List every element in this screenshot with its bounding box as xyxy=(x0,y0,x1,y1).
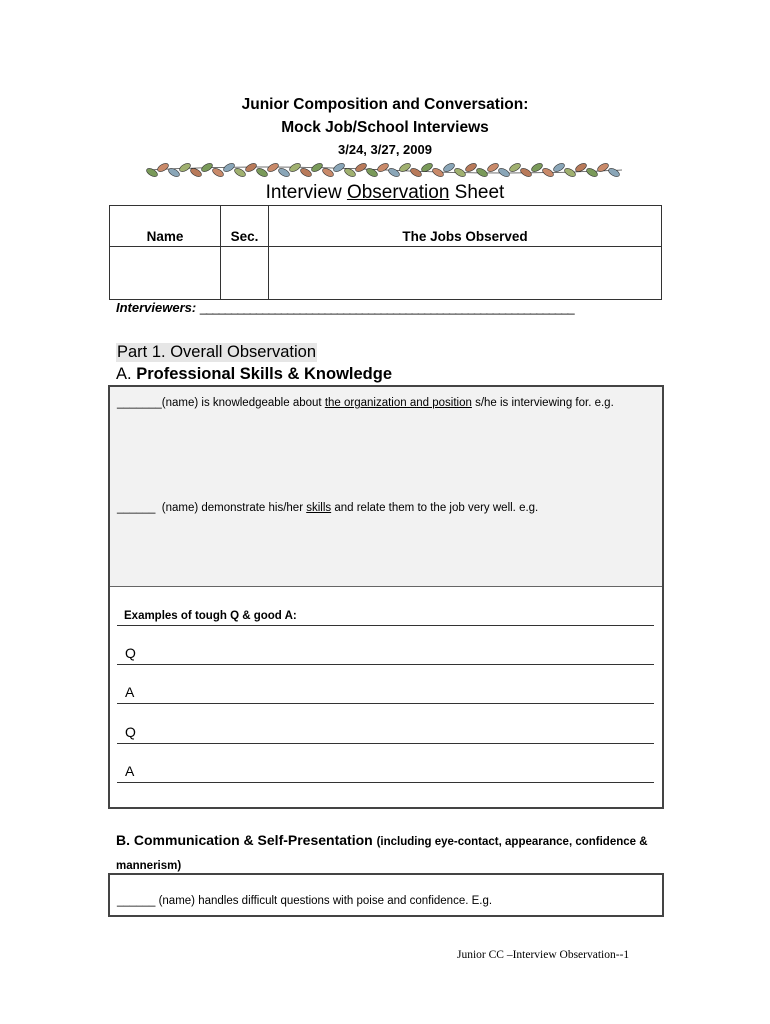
info-table xyxy=(109,205,662,300)
leaf-icon xyxy=(200,162,214,174)
qa-letter: A xyxy=(125,763,135,779)
interviewers-line[interactable]: ____________________________________________________________ xyxy=(199,300,574,315)
document-title: Junior Composition and Conversation: xyxy=(241,96,529,113)
sheet-title-post: Sheet xyxy=(449,182,505,203)
leaf-icon xyxy=(211,167,225,179)
knowledge-text-a: (name) is knowledgeable about xyxy=(161,397,325,409)
leaf-icon xyxy=(266,162,280,174)
knowledge-text-b: s/he is interviewing for. e.g. xyxy=(471,397,614,409)
section-b-subtitle: (including eye-contact, appearance, confidence & mannerism) xyxy=(116,836,648,872)
leaf-icon xyxy=(321,167,335,179)
document-dates: 3/24, 3/27, 2009 xyxy=(338,142,432,157)
section-a-box xyxy=(108,385,664,809)
leaf-icon xyxy=(431,167,445,179)
leaf-icon xyxy=(222,162,236,174)
examples-row xyxy=(117,607,654,626)
skills-blank[interactable]: ______ xyxy=(117,502,156,514)
leaf-icon xyxy=(607,167,621,179)
leaf-icon xyxy=(277,167,291,179)
leaf-icon xyxy=(508,162,522,174)
leaf-icon xyxy=(519,167,533,179)
leaf-icon xyxy=(354,162,368,174)
leaf-icon xyxy=(332,162,346,174)
leaf-icon xyxy=(475,167,489,179)
leaf-icon xyxy=(486,162,500,174)
leaf-icon xyxy=(530,162,544,174)
poise-prompt[interactable]: ______ (name) handles difficult questions with poise and confidence. E.g. xyxy=(117,895,493,907)
leaf-icon xyxy=(244,162,258,174)
leaf-icon xyxy=(596,162,610,174)
leaf-icon xyxy=(387,167,401,179)
leaf-icon xyxy=(299,167,313,179)
qa-row-a2[interactable] xyxy=(117,763,654,783)
sec-cell[interactable] xyxy=(221,247,269,300)
sheet-title xyxy=(0,182,770,204)
section-b-title: B. Communication & Self-Presentation xyxy=(116,832,373,848)
header-name: Name xyxy=(110,206,221,247)
page-footer: Junior CC –Interview Observation--1 xyxy=(457,949,630,961)
sheet-title-pre: Interview xyxy=(265,182,347,203)
jobs-observed-cell[interactable] xyxy=(269,247,662,300)
name-cell[interactable] xyxy=(110,247,221,300)
info-table-input-row xyxy=(110,247,662,300)
leaf-icon xyxy=(365,167,379,179)
interviewers-label: Interviewers: xyxy=(116,300,197,315)
leaf-icon xyxy=(453,167,467,179)
knowledge-underlined: the organization and position xyxy=(324,397,472,409)
sheet-title-underlined: Observation xyxy=(346,182,450,203)
qa-row-q2[interactable] xyxy=(117,724,654,744)
leaf-icon xyxy=(497,167,511,179)
leaf-icon xyxy=(398,162,412,174)
knowledge-prompt xyxy=(117,392,657,414)
leaf-icon xyxy=(541,167,555,179)
leaf-icon xyxy=(376,162,390,174)
leaf-icon xyxy=(156,162,170,174)
skills-text-a: (name) demonstrate his/her xyxy=(155,502,307,514)
leaf-icon xyxy=(563,167,577,179)
part1-heading: Part 1. Overall Observation xyxy=(117,343,316,361)
skills-underlined: skills xyxy=(306,502,332,514)
leaf-icon xyxy=(442,162,456,174)
section-a-prefix: A. xyxy=(116,365,137,383)
skills-text-b: and relate them to the job very well. e.g. xyxy=(331,502,539,514)
info-table-header-row xyxy=(110,206,662,247)
qa-row-q1[interactable] xyxy=(117,645,654,665)
leaf-icon xyxy=(310,162,324,174)
leaf-icon xyxy=(464,162,478,174)
qa-row-a1[interactable] xyxy=(117,684,654,704)
leaf-garland-icon xyxy=(146,160,624,180)
leaf-icon xyxy=(409,167,423,179)
knowledge-blank[interactable]: _______ xyxy=(117,397,162,409)
qa-letter: Q xyxy=(125,724,136,740)
section-b-box xyxy=(108,873,664,917)
section-a-heading xyxy=(116,365,392,384)
qa-letter: Q xyxy=(125,645,136,661)
examples-label: Examples of tough Q & good A: xyxy=(124,610,297,622)
leaf-icon xyxy=(288,162,302,174)
leaf-icon xyxy=(233,167,247,179)
leaf-icon xyxy=(146,167,159,179)
leaf-icon xyxy=(585,167,599,179)
section-a-title: Professional Skills & Knowledge xyxy=(136,365,393,383)
leaf-icon xyxy=(255,167,269,179)
leaf-icon xyxy=(552,162,566,174)
header-jobs-observed: The Jobs Observed xyxy=(269,206,662,247)
header-sec: Sec. xyxy=(221,206,269,247)
section-b-heading xyxy=(116,829,656,877)
leaf-icon xyxy=(178,162,192,174)
interviewers-field[interactable] xyxy=(116,300,574,315)
document-subtitle: Mock Job/School Interviews xyxy=(281,119,489,136)
section-a-prompts xyxy=(110,387,662,587)
qa-letter: A xyxy=(125,684,135,700)
skills-prompt xyxy=(117,502,538,514)
